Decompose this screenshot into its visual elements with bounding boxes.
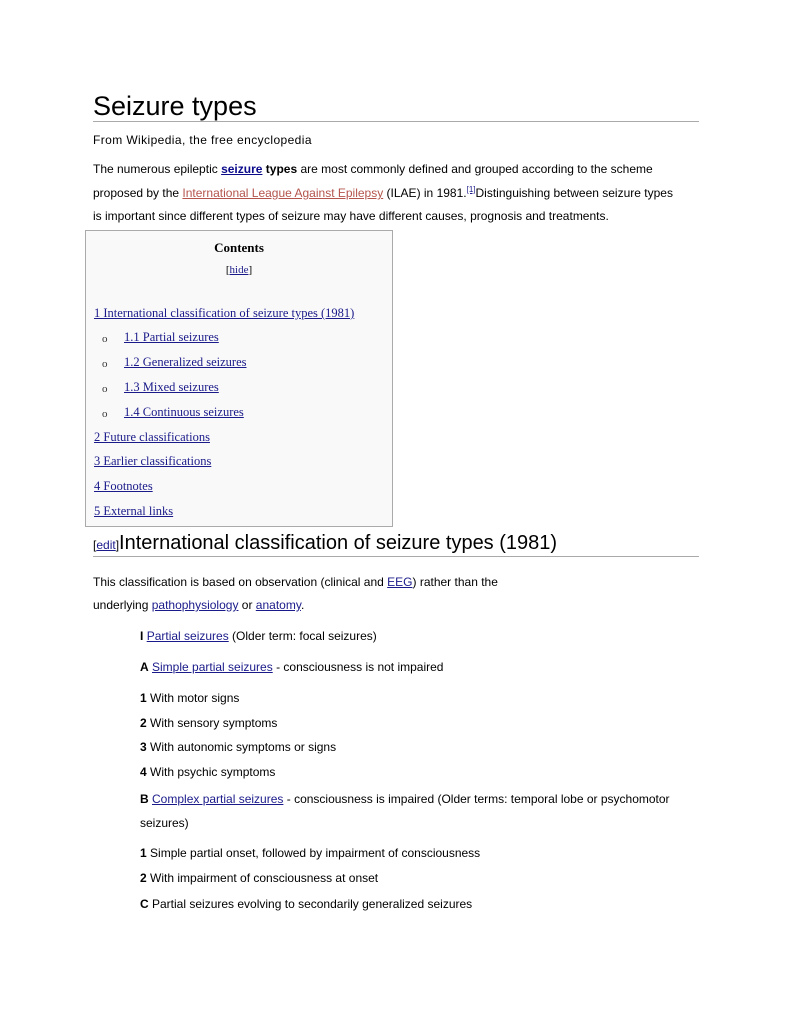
class-number: 2 xyxy=(140,716,147,730)
intro-line-1 xyxy=(93,161,653,177)
toc-item-5[interactable]: 5 External links xyxy=(94,504,174,518)
intro-text: The numerous epileptic xyxy=(93,162,222,176)
toc-title: Contents xyxy=(214,240,264,255)
intro-text: proposed by the xyxy=(93,186,183,200)
section-divider xyxy=(93,556,699,557)
class-text: Simple partial onset, followed by impairment of consciousness xyxy=(146,846,481,860)
class-item-B xyxy=(140,791,670,807)
section-text: underlying xyxy=(93,598,152,612)
class-text: With sensory symptoms xyxy=(146,716,278,730)
section-edit xyxy=(93,538,119,552)
ilae-link[interactable]: International League Against Epilepsy xyxy=(182,186,384,200)
simple-partial-seizures-link[interactable]: Simple partial seizures xyxy=(152,660,273,674)
toc-bullet: o xyxy=(102,408,108,420)
eeg-link[interactable]: EEG xyxy=(387,575,413,589)
section-text: This classification is based on observation (clinical and xyxy=(93,575,388,589)
class-text: With autonomic symptoms or signs xyxy=(146,740,337,754)
intro-line-3: is important since different types of seizure may have different causes, prognosis and treatments. xyxy=(93,209,609,223)
section-line-1 xyxy=(93,574,498,590)
class-item-A1 xyxy=(140,690,239,706)
section-heading-text: International classification of seizure types (1981) xyxy=(119,532,558,554)
class-text: (Older term: focal seizures) xyxy=(228,629,377,643)
bracket: ] xyxy=(115,538,120,552)
section-line-2 xyxy=(93,597,304,613)
types-bold: types xyxy=(265,162,298,176)
class-number: 1 xyxy=(140,846,147,860)
class-text: - consciousness is not impaired xyxy=(272,660,444,674)
reference-1-link[interactable]: [1] xyxy=(466,185,476,194)
class-text: With impairment of consciousness at onset xyxy=(146,871,379,885)
section-text: ) rather than the xyxy=(412,575,498,589)
bracket: ] xyxy=(248,264,253,276)
class-number: 3 xyxy=(140,740,147,754)
class-text: Partial seizures evolving to secondarily generalized seizures xyxy=(148,897,473,911)
class-item-A3 xyxy=(140,739,336,755)
reference-1 xyxy=(467,185,476,194)
toc-item-4[interactable]: 4 Footnotes xyxy=(94,479,153,493)
class-item-B2 xyxy=(140,870,378,886)
anatomy-link[interactable]: anatomy xyxy=(255,598,301,612)
title-divider xyxy=(93,121,699,122)
class-number: B xyxy=(140,792,149,806)
toc-hide-toggle xyxy=(86,264,392,276)
class-text: - consciousness is impaired (Older terms: temporal lobe or psychomotor xyxy=(283,792,670,806)
complex-partial-seizures-link[interactable]: Complex partial seizures xyxy=(152,792,284,806)
toc-hide-link[interactable]: hide xyxy=(229,264,249,276)
section-text: . xyxy=(300,598,305,612)
class-item-B-cont: seizures) xyxy=(140,816,189,830)
table-of-contents xyxy=(85,230,393,527)
pathophysiology-link[interactable]: pathophysiology xyxy=(151,598,239,612)
edit-link[interactable]: edit xyxy=(96,538,116,552)
class-number: C xyxy=(140,897,149,911)
toc-item-1-2[interactable]: 1.2 Generalized seizures xyxy=(124,355,247,369)
toc-item-1-1[interactable]: 1.1 Partial seizures xyxy=(124,330,219,344)
class-item-B1 xyxy=(140,845,480,861)
class-number: 4 xyxy=(140,765,147,779)
section-heading xyxy=(93,530,557,558)
bracket: [ xyxy=(93,538,97,552)
class-number: 1 xyxy=(140,691,147,705)
intro-text: are most commonly defined and grouped according to the scheme xyxy=(297,162,653,176)
toc-bullet: o xyxy=(102,383,108,395)
page-title: Seizure types xyxy=(93,91,257,121)
page-subtitle: From Wikipedia, the free encyclopedia xyxy=(93,133,312,147)
class-text: With psychic symptoms xyxy=(146,765,276,779)
toc-item-1[interactable]: 1 International classification of seizure types (1981) xyxy=(94,306,355,320)
class-number: 2 xyxy=(140,871,147,885)
toc-item-1-4[interactable]: 1.4 Continuous seizures xyxy=(124,405,244,419)
section-text: or xyxy=(238,598,256,612)
class-text: With motor signs xyxy=(146,691,240,705)
toc-bullet: o xyxy=(102,333,108,345)
seizure-link[interactable]: seizure xyxy=(221,162,263,176)
class-item-I xyxy=(140,628,377,644)
intro-text: (ILAE) in 1981. xyxy=(383,186,467,200)
toc-item-2[interactable]: 2 Future classifications xyxy=(94,430,210,444)
intro-text: Distinguishing between seizure types xyxy=(475,186,673,200)
toc-bullet: o xyxy=(102,358,108,370)
toc-item-1-3[interactable]: 1.3 Mixed seizures xyxy=(124,380,219,394)
class-number: A xyxy=(140,660,149,674)
class-number: I xyxy=(140,629,144,643)
class-item-A xyxy=(140,659,443,675)
intro-line-2 xyxy=(93,185,673,201)
toc-item-3[interactable]: 3 Earlier classifications xyxy=(94,454,212,468)
partial-seizures-link[interactable]: Partial seizures xyxy=(146,629,229,643)
bracket: [ xyxy=(225,264,230,276)
class-item-A2 xyxy=(140,715,277,731)
class-item-A4 xyxy=(140,764,275,780)
class-item-C xyxy=(140,896,472,912)
